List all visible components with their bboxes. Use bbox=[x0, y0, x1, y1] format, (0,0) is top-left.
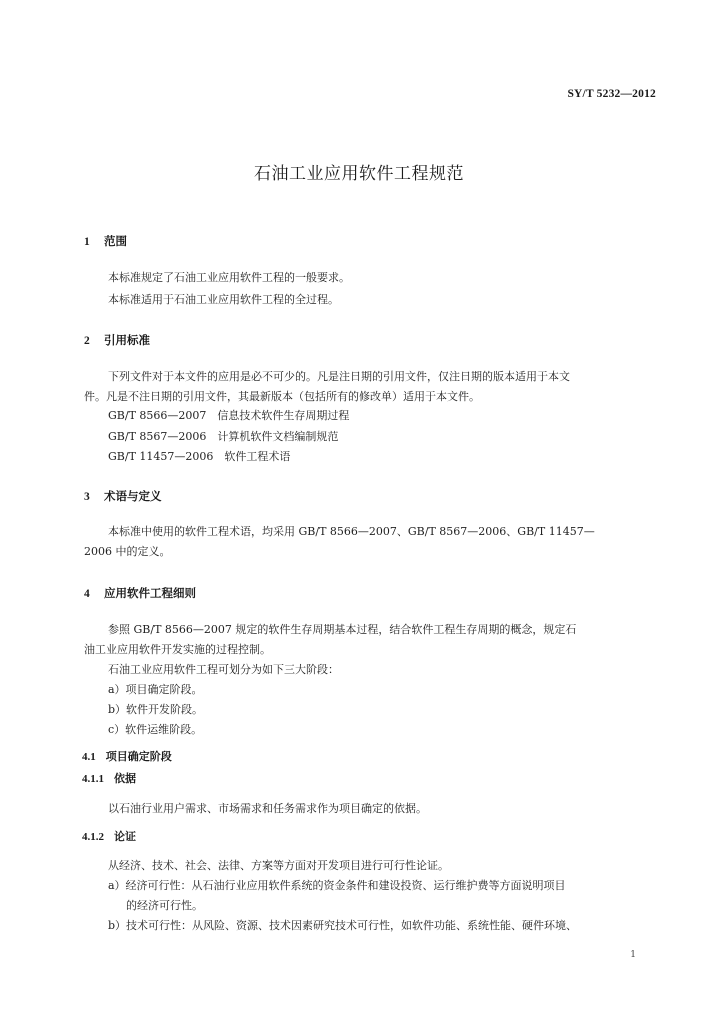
paragraph-line: 参照 GB/T 8566—2007 规定的软件生存周期基本过程，结合软件工程生存周期的概念，规定石 bbox=[108, 623, 577, 636]
standard-code: SY/T 5232—2012 bbox=[567, 88, 656, 100]
section-heading-4: 4 应用软件工程细则 bbox=[84, 586, 196, 600]
list-item: a）经济可行性：从石油行业应用软件系统的资金条件和建设投资、运行维护费等方面说明项目 bbox=[108, 879, 566, 892]
list-item-continuation: 的经济可行性。 bbox=[126, 899, 203, 912]
section-heading-2: 2 引用标准 bbox=[84, 333, 150, 347]
list-item: b）技术可行性：从风险、资源、技术因素研究技术可行性，如软件功能、系统性能、硬件环境、 bbox=[108, 919, 578, 932]
list-item: a）项目确定阶段。 bbox=[108, 683, 203, 696]
document-title: 石油工业应用软件工程规范 bbox=[254, 164, 464, 184]
paragraph-line: 本标准中使用的软件工程术语，均采用 GB/T 8566—2007、GB/T 8567—2006、GB/T 11457— bbox=[108, 525, 595, 538]
paragraph-line: 件。凡是不注日期的引用文件，其最新版本（包括所有的修改单）适用于本文件。 bbox=[84, 390, 480, 403]
list-item: b）软件开发阶段。 bbox=[108, 703, 204, 716]
section-heading-1: 1 范围 bbox=[84, 234, 127, 248]
subsection-heading-4-1-1: 4.1.1 依据 bbox=[82, 772, 136, 785]
paragraph-line: 本标准适用于石油工业应用软件工程的全过程。 bbox=[108, 293, 339, 306]
paragraph-line: 以石油行业用户需求、市场需求和任务需求作为项目确定的依据。 bbox=[108, 802, 427, 815]
paragraph-line: 油工业应用软件开发实施的过程控制。 bbox=[84, 643, 271, 656]
subsection-heading-4-1-2: 4.1.2 论证 bbox=[82, 830, 136, 843]
list-item: c）软件运维阶段。 bbox=[108, 723, 203, 736]
paragraph-line: 下列文件对于本文件的应用是必不可少的。凡是注日期的引用文件，仅注日期的版本适用于本文 bbox=[108, 370, 570, 383]
subsection-heading-4-1: 4.1 项目确定阶段 bbox=[82, 750, 172, 763]
paragraph-line: 从经济、技术、社会、法律、方案等方面对开发项目进行可行性论证。 bbox=[108, 859, 449, 872]
reference-item: GB/T 11457—2006 软件工程术语 bbox=[108, 450, 291, 463]
paragraph-line: 2006 中的定义。 bbox=[84, 545, 171, 558]
reference-item: GB/T 8567—2006 计算机软件文档编制规范 bbox=[108, 430, 339, 443]
paragraph-line: 本标准规定了石油工业应用软件工程的一般要求。 bbox=[108, 271, 350, 284]
section-heading-3: 3 术语与定义 bbox=[84, 489, 162, 503]
reference-item: GB/T 8566—2007 信息技术软件生存周期过程 bbox=[108, 409, 350, 422]
paragraph-line: 石油工业应用软件工程可划分为如下三大阶段： bbox=[108, 663, 339, 676]
page-number: 1 bbox=[630, 950, 636, 960]
